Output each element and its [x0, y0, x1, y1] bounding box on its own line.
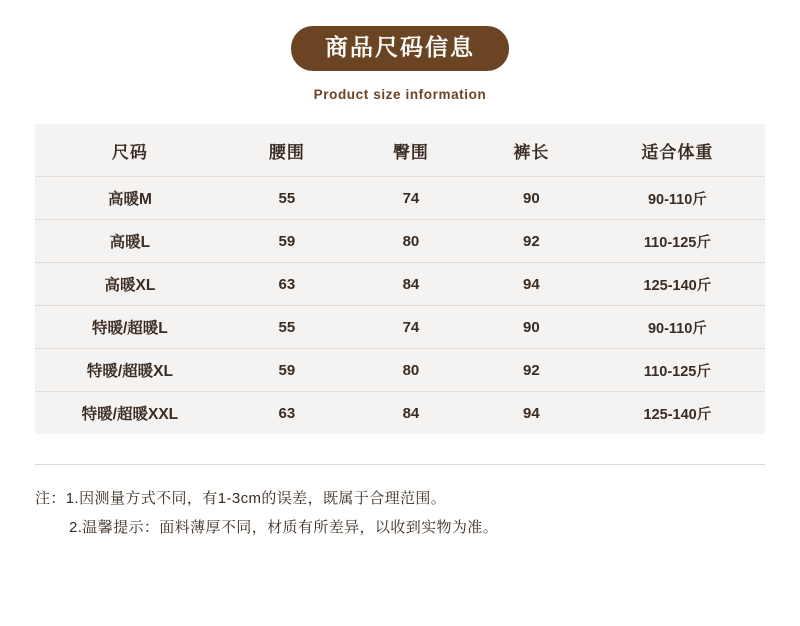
cell-length: 92 [523, 361, 540, 379]
cell-hip: 74 [402, 318, 420, 336]
page-title: 商品尺码信息 [291, 26, 509, 71]
cell-hip: 80 [402, 361, 420, 379]
cell-waist: 59 [278, 232, 296, 250]
column-header-length: 裤长 [513, 142, 550, 162]
cell-waist: 59 [278, 361, 296, 379]
table-row [35, 220, 765, 263]
note-line-1: 注：1.因测量方式不同，有1-3cm的误差，既属于合理范围。 [35, 490, 447, 508]
cell-size: 特暖/超暖XXL [81, 406, 179, 424]
cell-size: 高暖L [109, 234, 151, 252]
cell-weight: 110-125斤 [643, 234, 711, 251]
table-row [35, 392, 765, 435]
cell-waist: 63 [278, 275, 296, 293]
table-row [35, 306, 765, 349]
cell-length: 94 [523, 404, 540, 422]
cell-hip: 84 [402, 275, 420, 293]
size-info-page [0, 26, 800, 626]
title-container [0, 26, 800, 71]
size-table-container [35, 124, 765, 434]
cell-waist: 55 [278, 189, 296, 207]
cell-hip: 74 [402, 189, 420, 207]
table-row [35, 263, 765, 306]
cell-length: 90 [523, 318, 540, 336]
cell-weight: 90-110斤 [647, 191, 707, 208]
cell-size: 高暖M [107, 191, 152, 209]
cell-length: 90 [523, 189, 540, 207]
cell-waist: 55 [278, 318, 296, 336]
table-body [35, 177, 765, 435]
cell-waist: 63 [278, 404, 296, 422]
cell-weight: 90-110斤 [647, 320, 707, 337]
cell-weight: 125-140斤 [643, 406, 712, 423]
cell-size: 特暖/超暖L [92, 320, 168, 338]
notes-section [35, 464, 765, 542]
size-table [35, 124, 765, 434]
cell-weight: 110-125斤 [643, 363, 711, 380]
table-header [35, 124, 765, 177]
cell-size: 特暖/超暖XL [86, 363, 173, 381]
page-subtitle: Product size information [313, 87, 487, 103]
cell-hip: 80 [402, 232, 420, 250]
column-header-size: 尺码 [111, 142, 148, 162]
table-row [35, 177, 765, 220]
cell-hip: 84 [402, 404, 420, 422]
column-header-weight: 适合体重 [641, 142, 714, 162]
cell-length: 92 [523, 232, 540, 250]
note-line-2: 2.温馨提示：面料薄厚不同，材质有所差异，以收到实物为准。 [69, 518, 499, 536]
cell-length: 94 [523, 275, 540, 293]
column-header-hip: 臀围 [392, 142, 429, 162]
cell-weight: 125-140斤 [643, 277, 712, 294]
table-header-row [35, 124, 765, 177]
column-header-waist: 腰围 [268, 142, 305, 162]
cell-size: 高暖XL [104, 277, 156, 295]
table-row [35, 349, 765, 392]
